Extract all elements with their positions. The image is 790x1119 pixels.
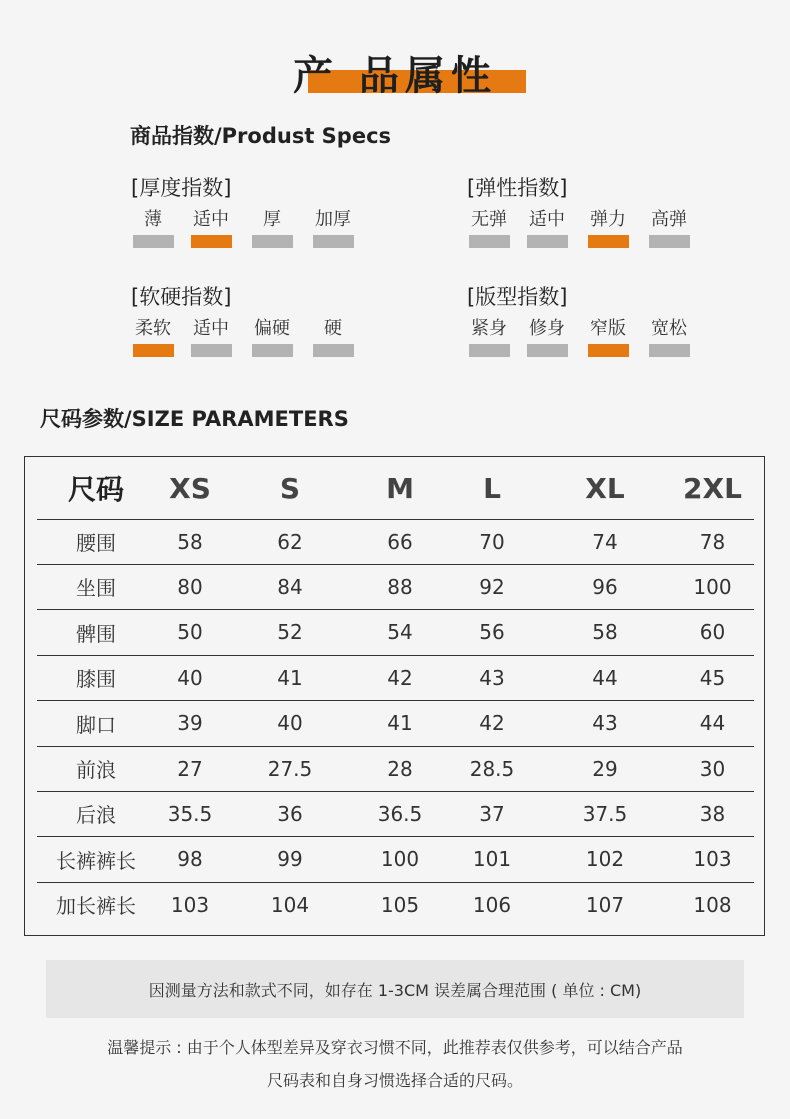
value-cell: 54 <box>387 620 413 645</box>
value-cell: 43 <box>479 665 505 690</box>
value-cell: 103 <box>693 847 732 872</box>
value-cell: 41 <box>387 711 413 736</box>
value-cell: 39 <box>177 711 203 736</box>
spec-option-label: 弹力 <box>590 209 626 230</box>
spec-option-label: 偏硬 <box>254 318 290 339</box>
value-cell: 45 <box>699 665 726 690</box>
table-row <box>37 564 754 610</box>
value-cell: 100 <box>380 847 420 872</box>
header-cell: 尺码 <box>67 473 124 506</box>
value-cell: 36.5 <box>377 801 423 826</box>
table-row <box>37 655 754 701</box>
value-cell: 104 <box>270 892 310 917</box>
value-cell: 80 <box>177 574 203 599</box>
spec-option-label: 薄 <box>144 209 162 230</box>
value-cell: 36 <box>277 801 303 826</box>
spec-option-label: 无弹 <box>471 209 507 230</box>
table-row <box>37 610 754 656</box>
row-label-cell: 髀围 <box>76 621 116 646</box>
row-label-cell: 长裤裤长 <box>56 848 136 873</box>
value-cell: 42 <box>387 665 413 690</box>
row-label-cell: 腰围 <box>76 531 116 555</box>
spec-indicator <box>469 235 510 248</box>
header-cell: L <box>483 471 501 505</box>
spec-indicator <box>191 344 232 357</box>
table-row <box>37 882 754 927</box>
value-cell: 70 <box>479 529 505 554</box>
table-row <box>37 519 754 565</box>
table-row <box>37 746 754 792</box>
value-cell: 37.5 <box>582 801 628 826</box>
value-cell: 96 <box>592 574 618 599</box>
value-cell: 27.5 <box>267 756 313 781</box>
value-cell: 38 <box>699 801 726 826</box>
row-label-cell: 坐围 <box>76 576 116 601</box>
spec-option-label: 硬 <box>324 318 342 339</box>
row-label-cell: 前浪 <box>76 758 116 782</box>
value-cell: 58 <box>177 529 203 554</box>
value-cell: 44 <box>699 711 726 736</box>
spec-option-label: 适中 <box>193 318 229 339</box>
spec-option-label: 适中 <box>529 209 565 230</box>
value-cell: 40 <box>177 665 203 690</box>
header-cell: XL <box>585 471 625 505</box>
value-cell: 100 <box>693 574 732 599</box>
row-label-cell: 脚口 <box>76 712 116 737</box>
spec-group <box>467 172 727 262</box>
spec-option-label: 高弹 <box>651 209 687 230</box>
value-cell: 28 <box>387 756 413 781</box>
section-title <box>0 40 790 100</box>
spec-indicator <box>313 344 354 357</box>
spec-indicator-selected <box>133 344 174 357</box>
value-cell: 44 <box>592 665 618 690</box>
table-row <box>37 791 754 837</box>
spec-group <box>467 281 727 371</box>
spec-group-title: [软硬指数] <box>131 285 232 309</box>
spec-indicator-selected <box>588 344 629 357</box>
spec-indicator <box>649 344 690 357</box>
spec-group-title: [弹性指数] <box>467 176 568 200</box>
value-cell: 37 <box>479 801 505 826</box>
spec-indicator <box>469 344 510 357</box>
value-cell: 56 <box>479 620 505 645</box>
spec-group-title: [版型指数] <box>467 285 568 309</box>
value-cell: 107 <box>585 892 625 917</box>
row-label-cell: 加长裤长 <box>56 894 136 919</box>
header-cell: 2XL <box>683 471 742 505</box>
spec-option-label: 适中 <box>193 209 229 230</box>
specs-heading: 商品指数/Produst Specs <box>130 124 392 148</box>
table-header-row <box>37 457 754 520</box>
header-cell: M <box>386 471 414 505</box>
value-cell: 99 <box>277 847 303 872</box>
value-cell: 92 <box>479 574 505 599</box>
value-cell: 101 <box>472 847 512 872</box>
row-label-cell: 膝围 <box>76 667 116 692</box>
spec-indicator <box>133 235 174 248</box>
value-cell: 98 <box>177 847 203 872</box>
spec-group-title: [厚度指数] <box>131 176 232 200</box>
spec-indicator-selected <box>588 235 629 248</box>
spec-option-label: 柔软 <box>135 318 171 339</box>
spec-indicator-selected <box>191 235 232 248</box>
spec-indicator <box>252 344 293 357</box>
size-heading: 尺码参数/SIZE PARAMETERS <box>40 407 349 431</box>
value-cell: 78 <box>699 529 726 554</box>
value-cell: 105 <box>380 892 420 917</box>
value-cell: 43 <box>592 711 618 736</box>
spec-group <box>131 281 391 371</box>
spec-group <box>131 172 391 262</box>
value-cell: 103 <box>170 892 210 917</box>
value-cell: 35.5 <box>167 801 213 826</box>
spec-option-label: 窄版 <box>590 318 626 339</box>
spec-option-label: 修身 <box>529 318 565 339</box>
header-cell: XS <box>169 471 211 505</box>
value-cell: 102 <box>585 847 625 872</box>
value-cell: 60 <box>699 620 726 645</box>
page-title: 产 品属性 <box>293 53 497 99</box>
value-cell: 40 <box>277 711 303 736</box>
value-cell: 29 <box>592 756 618 781</box>
spec-indicator <box>527 235 568 248</box>
spec-option-label: 加厚 <box>315 209 351 230</box>
spec-option-label: 宽松 <box>651 318 687 339</box>
value-cell: 27 <box>177 756 203 781</box>
spec-indicator <box>527 344 568 357</box>
value-cell: 84 <box>277 574 303 599</box>
value-cell: 41 <box>277 665 303 690</box>
table-row <box>37 701 754 747</box>
value-cell: 62 <box>277 529 303 554</box>
spec-option-label: 紧身 <box>471 318 507 339</box>
value-cell: 106 <box>472 892 512 917</box>
value-cell: 74 <box>592 529 618 554</box>
value-cell: 50 <box>177 620 203 645</box>
value-cell: 88 <box>387 574 413 599</box>
tip-line-2: 尺码表和自身习惯选择合适的尺码。 <box>266 1071 523 1090</box>
spec-indicator <box>313 235 354 248</box>
value-cell: 58 <box>592 620 618 645</box>
row-label-cell: 后浪 <box>76 803 116 828</box>
size-table <box>24 456 765 936</box>
measurement-note: 因测量方法和款式不同，如存在 1-3CM 误差属合理范围 ( 单位 : CM) <box>46 960 744 1018</box>
spec-indicator <box>649 235 690 248</box>
spec-indicator <box>252 235 293 248</box>
value-cell: 28.5 <box>469 756 515 781</box>
value-cell: 42 <box>479 711 505 736</box>
value-cell: 108 <box>693 892 732 917</box>
value-cell: 30 <box>699 756 726 781</box>
header-cell: S <box>279 471 301 505</box>
value-cell: 52 <box>277 620 303 645</box>
table-row <box>37 837 754 883</box>
spec-option-label: 厚 <box>263 209 281 230</box>
tip-line-1: 温馨提示 : 由于个人体型差异及穿衣习惯不同，此推荐表仅供参考，可以结合产品 <box>107 1038 683 1057</box>
value-cell: 66 <box>387 529 413 554</box>
